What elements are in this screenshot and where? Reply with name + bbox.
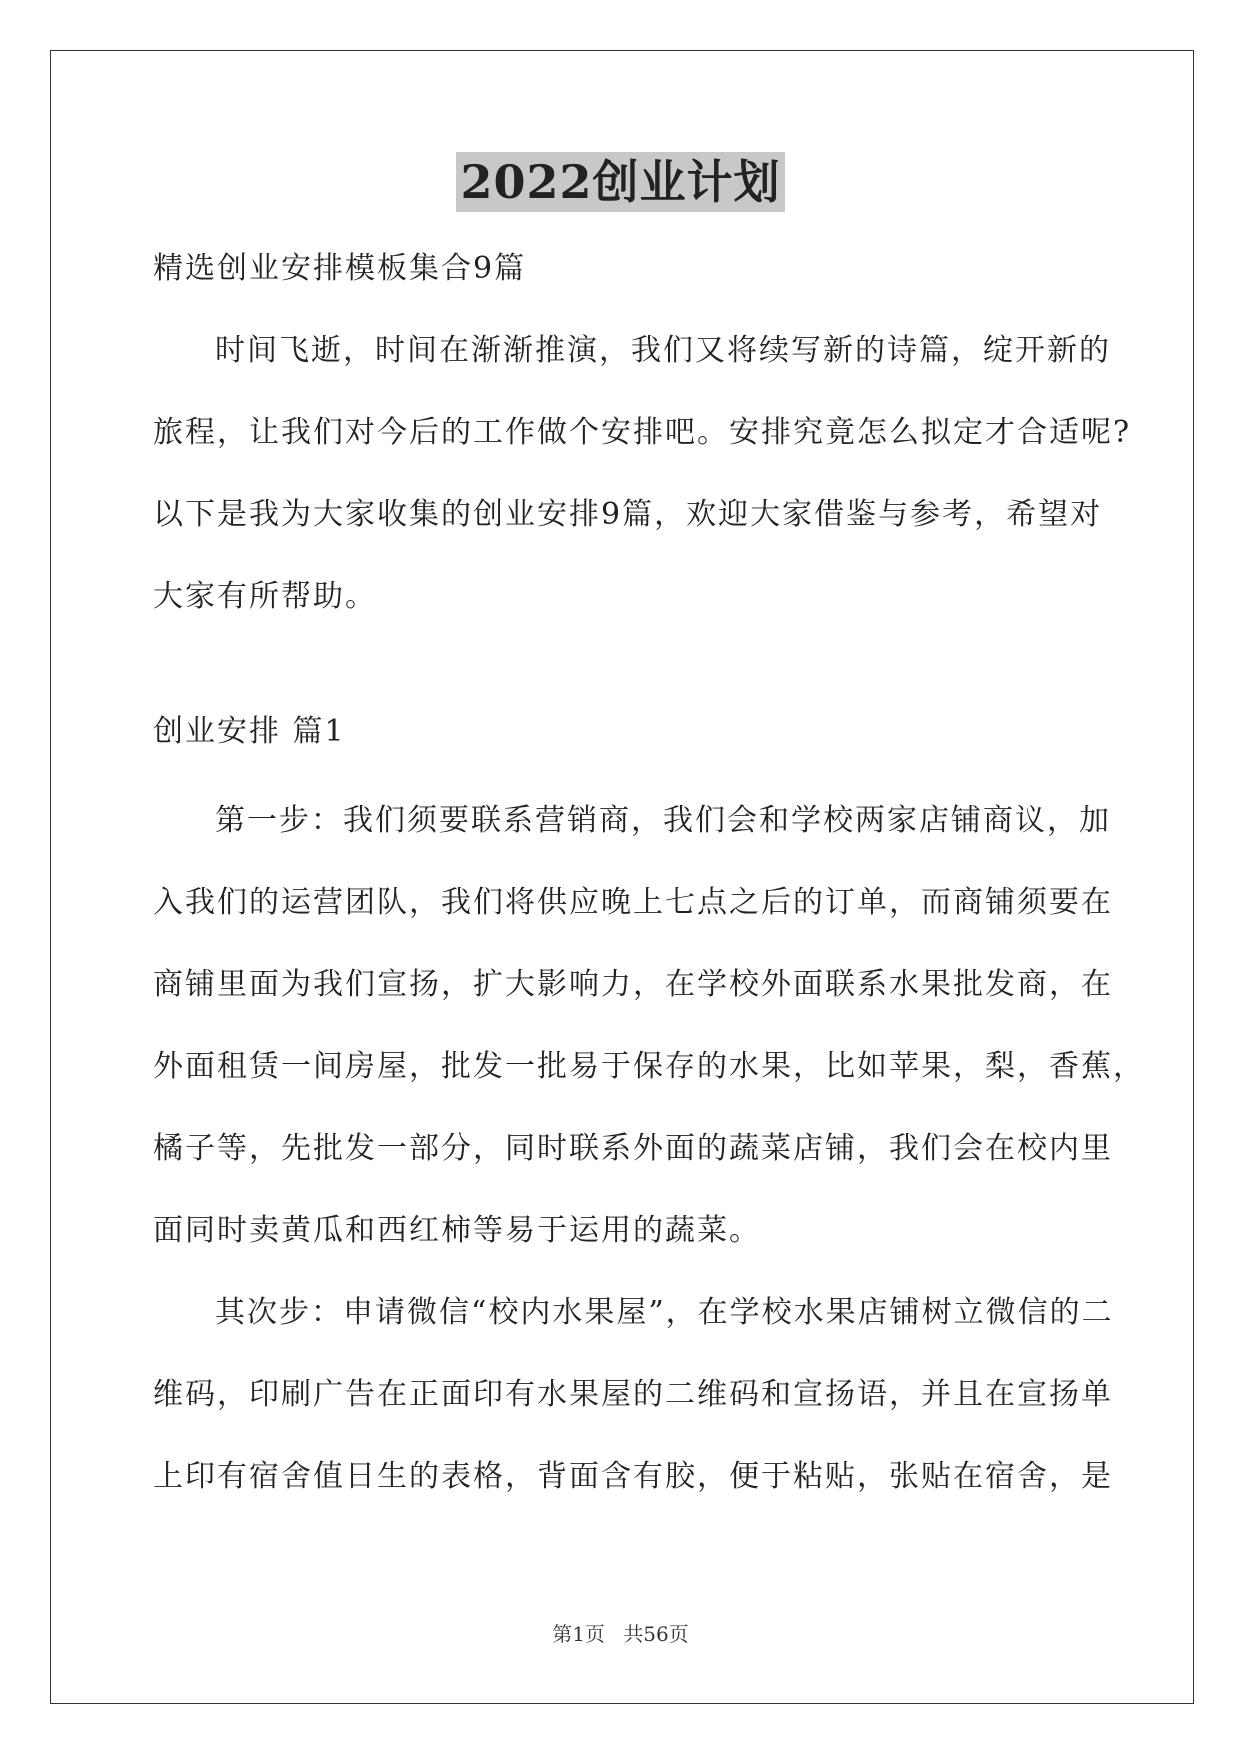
para1-line: 橘子等，先批发一部分，同时联系外面的蔬菜店铺，我们会在校内里	[153, 1131, 1113, 1166]
page-footer	[0, 1618, 1241, 1647]
section-heading: 创业安排 篇1	[153, 714, 346, 749]
title-wrap	[0, 152, 1241, 212]
document-title: 2022创业计划	[456, 152, 784, 212]
intro-line: 时间飞逝，时间在渐渐推演，我们又将续写新的诗篇，绽开新的	[215, 333, 1111, 368]
para1-line: 外面租赁一间房屋，批发一批易于保存的水果，比如苹果，梨，香蕉，	[153, 1049, 1145, 1084]
document-body	[153, 228, 1145, 1518]
intro-line: 大家有所帮助。	[153, 579, 377, 614]
subtitle: 精选创业安排模板集合9篇	[153, 251, 527, 286]
page-number: 第1页	[552, 1622, 605, 1646]
para2-line: 其次步：申请微信“校内水果屋”，在学校水果店铺树立微信的二	[215, 1295, 1114, 1330]
para1-line: 入我们的运营团队，我们将供应晚上七点之后的订单，而商铺须要在	[153, 885, 1113, 920]
para1-line: 面同时卖黄瓜和西红柿等易于运用的蔬菜。	[153, 1213, 761, 1248]
para2-line: 上印有宿舍值日生的表格，背面含有胶，便于粘贴，张贴在宿舍，是	[153, 1459, 1113, 1494]
para1-line: 第一步：我们须要联系营销商，我们会和学校两家店铺商议，加	[215, 803, 1111, 838]
intro-line: 以下是我为大家收集的创业安排9篇，欢迎大家借鉴与参考，希望对	[153, 497, 1103, 532]
intro-line: 旅程，让我们对今后的工作做个安排吧。安排究竟怎么拟定才合适呢?	[153, 415, 1132, 450]
page-total: 共56页	[623, 1622, 689, 1646]
para2-line: 维码，印刷广告在正面印有水果屋的二维码和宣扬语，并且在宣扬单	[153, 1377, 1113, 1412]
para1-line: 商铺里面为我们宣扬，扩大影响力，在学校外面联系水果批发商，在	[153, 967, 1113, 1002]
